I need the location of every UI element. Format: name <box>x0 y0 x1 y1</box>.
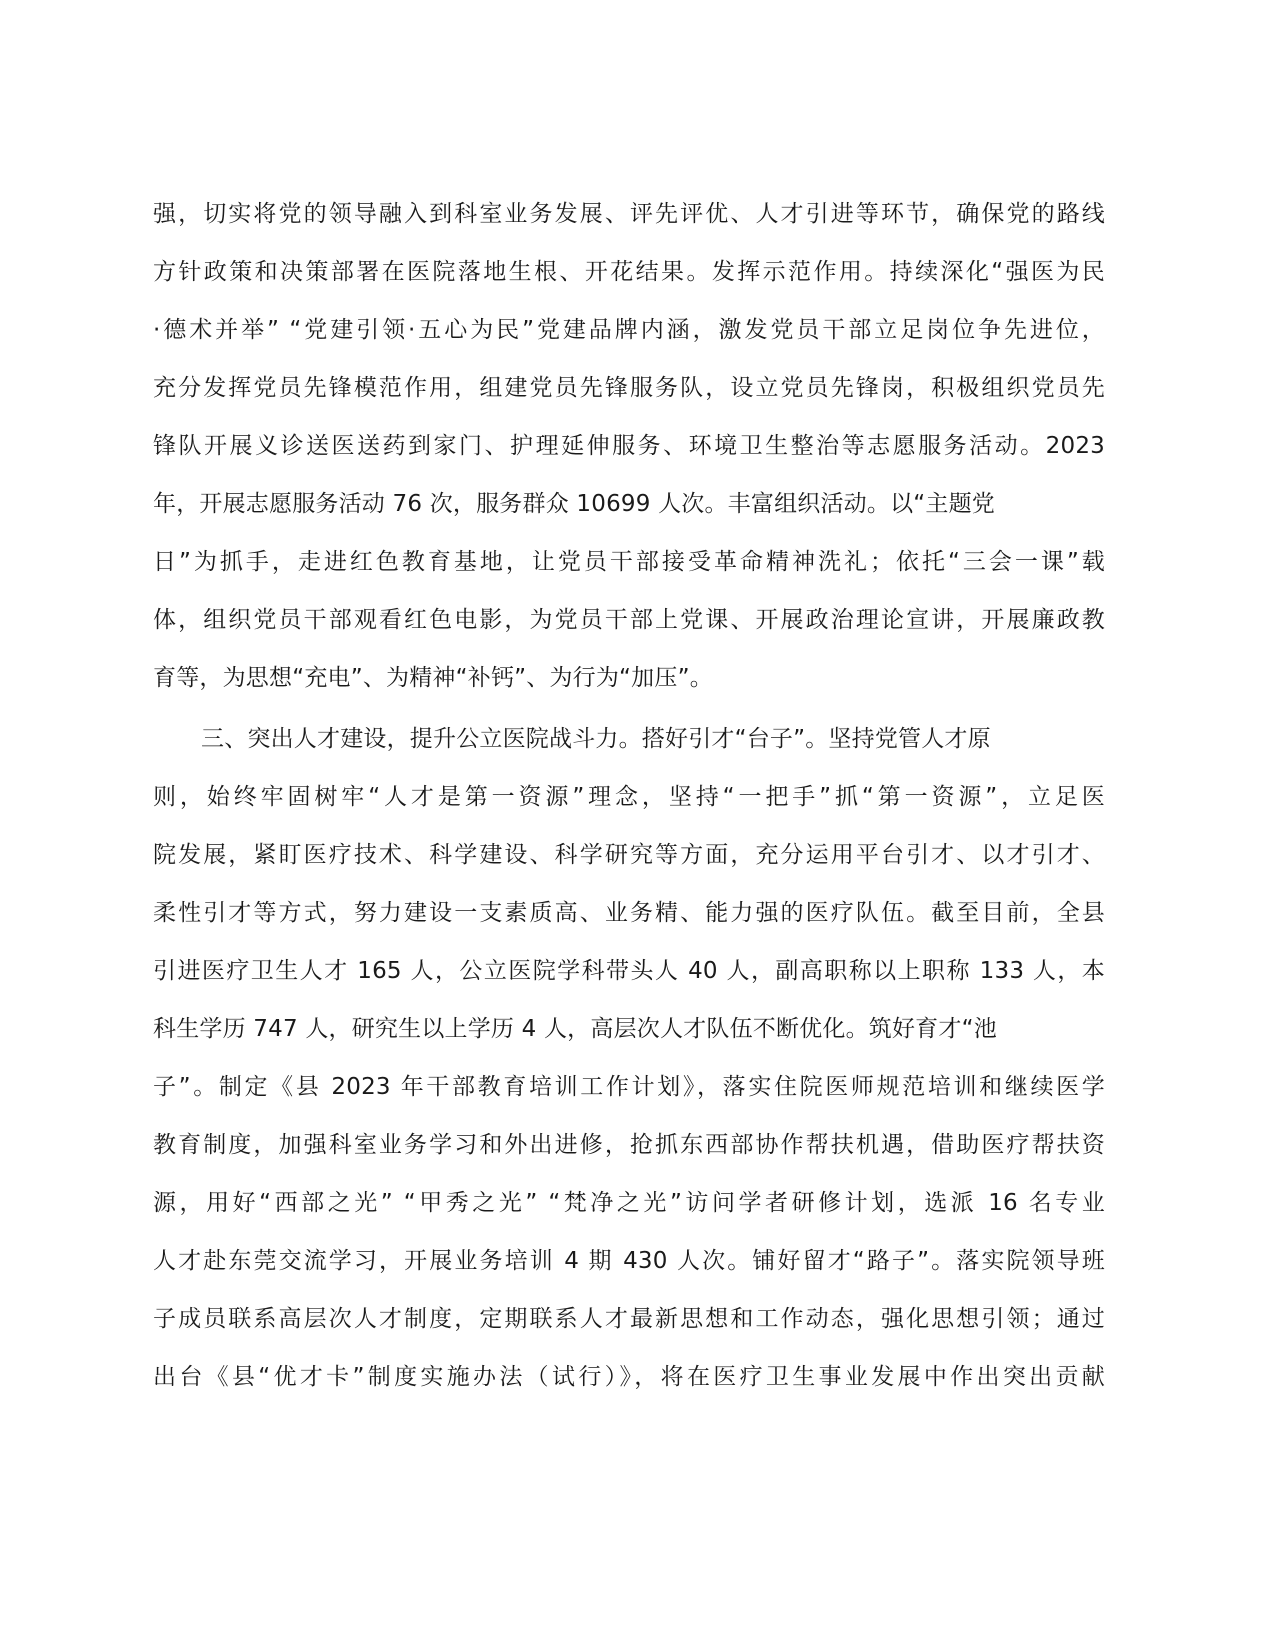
text-line: 出台《县“优才卡”制度实施办法（试行）》，将在医疗卫生事业发展中作出突出贡献 <box>153 1364 1105 1390</box>
paragraph-talent-building <box>153 710 1105 1406</box>
text-line: 柔性引才等方式，努力建设一支素质高、业务精、能力强的医疗队伍。截至目前，全县 <box>153 900 1105 926</box>
text-line: 子”。制定《县 2023 年干部教育培训工作计划》，落实住院医师规范培训和继续医学 <box>153 1074 1105 1100</box>
text-line: 育等，为思想“充电”、为精神“补钙”、为行为“加压”。 <box>153 665 713 691</box>
paragraph-party-building <box>153 185 1105 707</box>
text-line: 充分发挥党员先锋模范作用，组建党员先锋服务队，设立党员先锋岗，积极组织党员先 <box>153 375 1105 401</box>
text-line: 教育制度，加强科室业务学习和外出进修，抢抓东西部协作帮扶机遇，借助医疗帮扶资 <box>153 1132 1105 1158</box>
text-line: 体，组织党员干部观看红色电影，为党员干部上党课、开展政治理论宣讲，开展廉政教 <box>153 607 1105 633</box>
text-line: 日”为抓手，走进红色教育基地，让党员干部接受革命精神洗礼；依托“三会一课”载 <box>153 549 1105 575</box>
text-line: 院发展，紧盯医疗技术、科学建设、科学研究等方面，充分运用平台引才、以才引才、 <box>153 842 1105 868</box>
text-line: 强，切实将党的领导融入到科室业务发展、评先评优、人才引进等环节，确保党的路线 <box>153 201 1105 227</box>
text-line: 引进医疗卫生人才 165 人，公立医院学科带头人 40 人，副高职称以上职称 133 人，本 <box>153 958 1105 984</box>
text-line: 科生学历 747 人，研究生以上学历 4 人，高层次人才队伍不断优化。筑好育才“池 <box>153 1016 997 1042</box>
text-line: 三、突出人才建设，提升公立医院战斗力。搭好引才“台子”。坚持党管人才原 <box>201 726 991 752</box>
text-line: ·德术并举” “党建引领·五心为民”党建品牌内涵，激发党员干部立足岗位争先进位， <box>153 317 1105 343</box>
text-line: 则，始终牢固树牢“人才是第一资源”理念，坚持“一把手”抓“第一资源”，立足医 <box>153 784 1105 810</box>
text-line: 年，开展志愿服务活动 76 次，服务群众 10699 人次。丰富组织活动。以“主题党 <box>153 491 995 517</box>
text-line: 子成员联系高层次人才制度，定期联系人才最新思想和工作动态，强化思想引领；通过 <box>153 1306 1105 1332</box>
text-line: 源，用好“西部之光” “甲秀之光” “梵净之光”访问学者研修计划，选派 16 名专业 <box>153 1190 1105 1216</box>
text-line: 方针政策和决策部署在医院落地生根、开花结果。发挥示范作用。持续深化“强医为民 <box>153 259 1105 285</box>
text-line: 锋队开展义诊送医送药到家门、护理延伸服务、环境卫生整治等志愿服务活动。2023 <box>153 433 1105 459</box>
text-line: 人才赴东莞交流学习，开展业务培训 4 期 430 人次。铺好留才“路子”。落实院领导班 <box>153 1248 1105 1274</box>
